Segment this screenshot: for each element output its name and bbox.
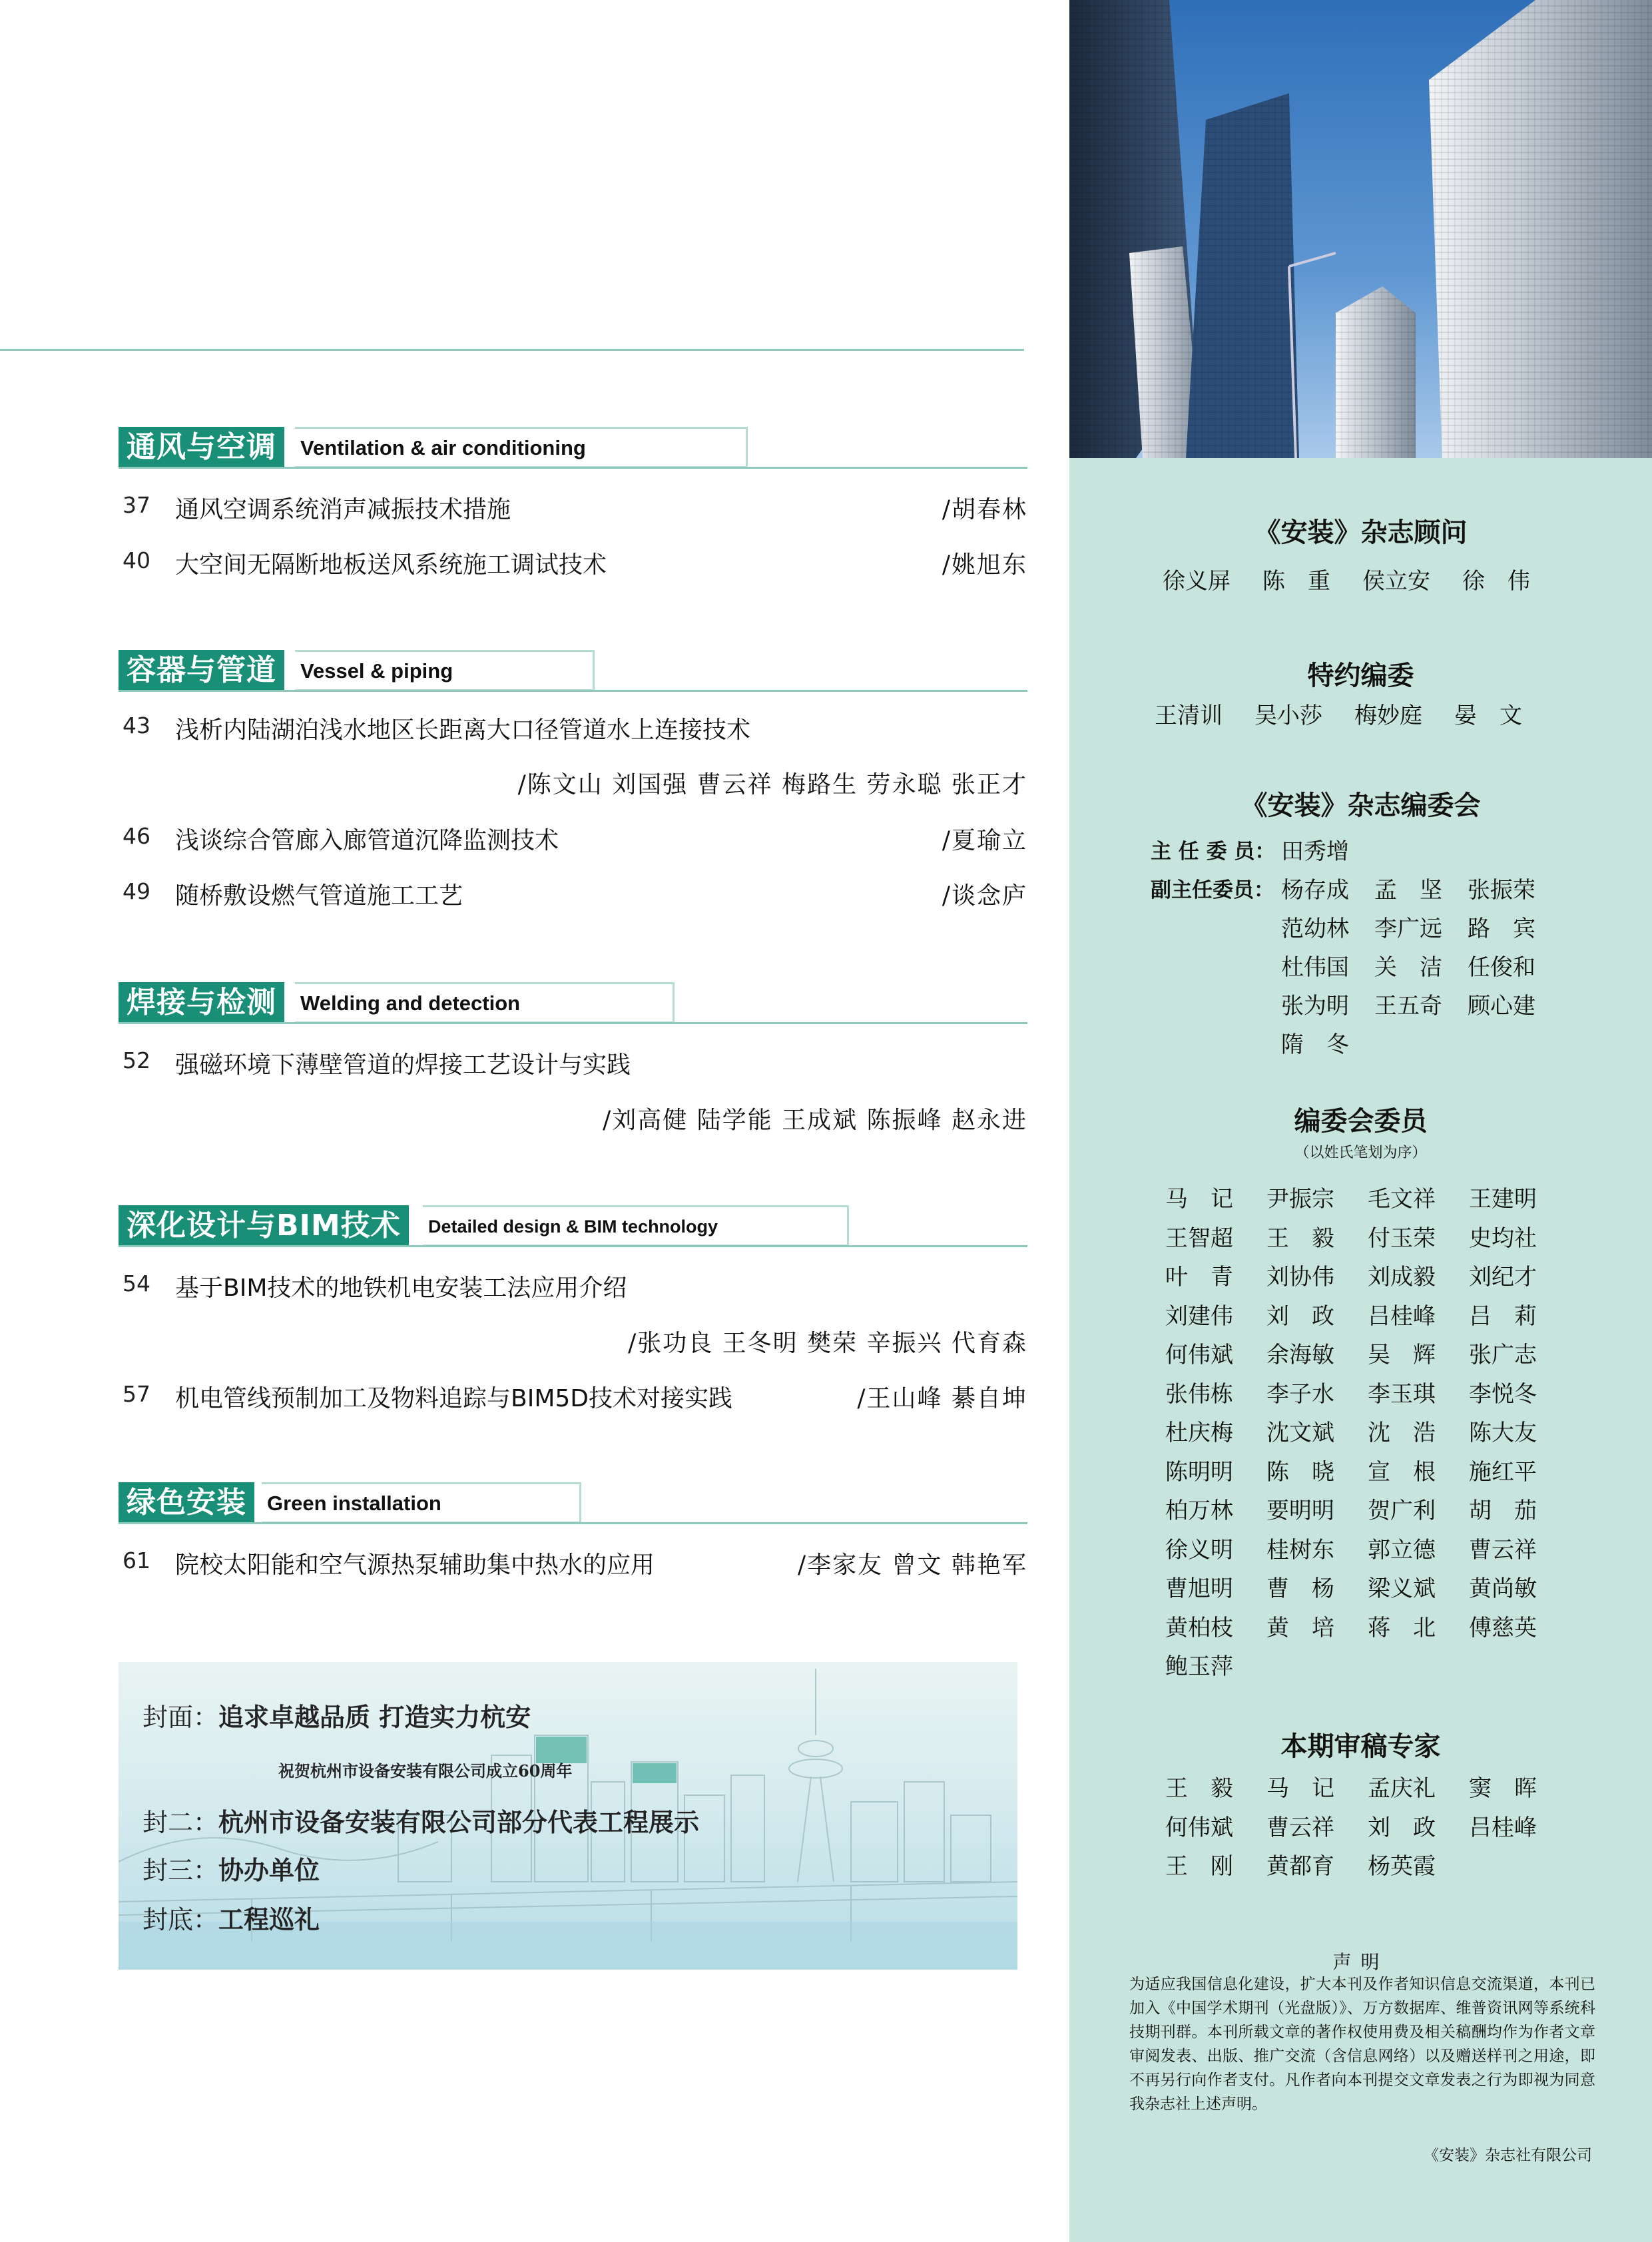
article-title: 通风空调系统消声减振技术措施 [175,496,511,523]
advisors-title: 《安装》杂志顾问 [1254,517,1468,548]
toc-entry[interactable] [119,488,1027,528]
reviewer-name: 刘 政 [1368,1814,1436,1841]
cover-front-line [142,1697,531,1733]
member-name: 尹振宗 [1266,1186,1334,1213]
section-rule [119,467,1027,469]
member-name: 付玉荣 [1368,1225,1436,1252]
toc-entry[interactable] [119,543,1027,583]
vice-name: 杨存成 [1281,877,1349,904]
article-author: /陈文山 刘国强 曹云祥 梅路生 劳永聪 张正才 [517,771,1027,798]
section-title-en: Green installation [262,1482,581,1524]
member-name: 宣 根 [1368,1458,1436,1486]
toc-entry-authors [119,1099,1027,1139]
article-author: /李家友 曾文 韩艳军 [797,1551,1027,1579]
member-name: 毛文祥 [1368,1186,1436,1213]
member-name: 刘 政 [1266,1302,1334,1330]
vice-name: 李广远 [1374,916,1442,942]
vice-director-label: 副主任委员： [1151,878,1274,902]
article-author: /张功良 王冬明 樊荣 辛振兴 代育森 [628,1330,1027,1357]
member-name: 余海敏 [1266,1342,1334,1368]
toc-section-bim [119,1205,1027,1412]
members-subtitle: （以姓氏笔划为序） [1294,1145,1427,1161]
article-title: 浅析内陆湖泊浅水地区长距离大口径管道水上连接技术 [175,716,751,744]
reviewer-name: 王 刚 [1165,1853,1233,1880]
article-title: 院校太阳能和空气源热泵辅助集中热水的应用 [175,1551,655,1579]
member-name: 曹 杨 [1266,1575,1334,1602]
member-name: 鲍玉萍 [1165,1653,1233,1680]
article-title: 浅谈综合管廊入廊管道沉降监测技术 [175,827,559,854]
article-title: 机电管线预制加工及物料追踪与BIM5D技术对接实践 [175,1385,733,1412]
member-name: 王智超 [1165,1225,1233,1252]
member-name: 黄 培 [1266,1614,1334,1641]
member-name: 贺广利 [1368,1498,1436,1524]
section-rule [119,690,1027,692]
toc-section-green [119,1482,1027,1579]
reviewers-title: 本期审稿专家 [1280,1731,1441,1762]
declaration-title: 声明 [1332,1951,1389,1973]
member-name: 黄柏枝 [1165,1614,1233,1641]
member-name: 陈明明 [1165,1458,1233,1486]
member-name: 曹云祥 [1469,1536,1537,1563]
section-header [119,1482,1027,1524]
member-name: 刘协伟 [1266,1264,1334,1290]
article-title: 基于BIM技术的地铁机电安装工法应用介绍 [175,1274,627,1302]
toc-entry-authors [119,763,1027,803]
member-name: 吴 辉 [1368,1342,1436,1368]
member-name: 陈大友 [1469,1420,1537,1446]
vice-name: 顾心建 [1468,993,1535,1019]
declaration-signature: 《安装》杂志社有限公司 [1424,2147,1592,2164]
article-author: /刘高健 陆学能 王成斌 陈振峰 赵永进 [603,1107,1027,1134]
vice-name: 关 洁 [1374,954,1442,981]
article-author: /夏瑜立 [942,827,1027,854]
member-name: 要明明 [1266,1498,1334,1524]
vice-name: 任俊和 [1468,954,1535,981]
board-title: 《安装》杂志编委会 [1240,790,1481,821]
vice-row [1281,872,1561,904]
editorial-board-panel [1069,0,1652,2242]
article-author: /姚旭东 [942,551,1027,579]
vice-name: 王五奇 [1374,993,1442,1019]
toc-section-ventilation [119,427,1027,579]
member-name: 黄尚敏 [1469,1575,1537,1602]
cover-2-text: 杭州市设备安装有限公司部分代表工程展示 [218,1807,700,1837]
section-title-en: Detailed design & BIM technology [423,1205,849,1247]
section-header [119,427,1027,468]
reviewer-name: 黄都育 [1266,1853,1334,1880]
member-name: 王建明 [1469,1186,1537,1213]
toc-entry-authors [119,1322,1027,1362]
section-header [119,650,1027,691]
toc-entry[interactable] [119,1543,1027,1583]
special-editor-name: 梅妙庭 [1354,702,1422,729]
page-number: 61 [123,1547,150,1573]
toc-section-vessel [119,650,1027,910]
cover-info-box [119,1662,1017,1970]
cover-front-subtitle: 祝贺杭州市设备安装有限公司成立60周年 [278,1761,573,1781]
member-name: 王 毅 [1266,1225,1334,1252]
special-editor-name: 晏 文 [1454,702,1522,729]
toc-entry[interactable] [119,874,1027,914]
member-name: 郭立德 [1368,1536,1436,1563]
page-number: 40 [123,547,150,573]
top-divider [0,349,1024,351]
cover-2-label: 封二： [142,1808,219,1837]
member-name: 张广志 [1469,1342,1537,1368]
reviewer-name: 何伟斌 [1165,1814,1233,1841]
toc-section-welding [119,982,1027,1134]
section-title-cn: 通风与空调 [119,427,284,468]
reviewer-name: 王 毅 [1165,1775,1233,1802]
member-name: 李子水 [1266,1380,1334,1408]
cover-front-text: 追求卓越品质 打造实力杭安 [218,1702,531,1732]
advisors-names [1163,563,1562,595]
vice-name: 路 宾 [1468,916,1535,942]
article-title: 大空间无隔断地板送风系统施工调试技术 [175,551,607,579]
advisor-name: 徐义屏 [1163,568,1231,595]
special-editors-names [1155,697,1554,730]
section-title-cn: 深化设计与BIM技术 [119,1205,409,1247]
member-name: 曹旭明 [1165,1575,1233,1602]
cover-back-text: 工程巡礼 [218,1904,320,1934]
advisor-name: 陈 重 [1262,568,1330,595]
member-name: 桂树东 [1266,1536,1334,1563]
vice-name: 张振荣 [1468,877,1535,904]
section-rule [119,1245,1027,1247]
member-name: 施红平 [1469,1458,1537,1486]
toc-entry[interactable] [119,819,1027,859]
reviewer-name: 吕桂峰 [1469,1814,1537,1841]
section-title-en: Welding and detection [295,982,675,1023]
skyscraper-photo [1069,0,1652,458]
special-editor-name: 王清训 [1155,702,1223,729]
cover-front-label: 封面： [142,1703,219,1732]
director-label: 主 任 委 员： [1151,840,1276,864]
member-name: 张伟栋 [1165,1380,1233,1408]
section-header [119,1205,1027,1247]
reviewer-name: 窦 晖 [1469,1775,1537,1802]
vice-row [1281,1026,1374,1059]
member-name: 史均社 [1469,1225,1537,1252]
special-editor-name: 吴小莎 [1254,702,1322,729]
section-title-en: Ventilation & air conditioning [295,427,748,468]
member-name: 刘成毅 [1368,1264,1436,1290]
page-number: 57 [123,1381,150,1407]
article-author: /谈念庐 [942,882,1027,910]
page-number: 37 [123,492,150,518]
member-name: 胡 茄 [1469,1498,1537,1524]
member-name: 蒋 北 [1368,1614,1436,1641]
vice-name: 范幼林 [1281,916,1349,942]
member-name: 刘建伟 [1165,1302,1233,1330]
page-number: 54 [123,1270,150,1296]
section-title-cn: 焊接与检测 [119,982,284,1023]
reviewer-name: 曹云祥 [1266,1814,1334,1841]
page-number: 52 [123,1047,150,1073]
article-title: 随桥敷设燃气管道施工工艺 [175,882,463,910]
cover-2-line [142,1802,699,1838]
cover-back-label: 封底： [142,1905,219,1934]
member-name: 傅慈英 [1469,1614,1537,1641]
member-name: 陈 晓 [1266,1458,1334,1486]
director-name: 田秀增 [1281,838,1349,865]
member-name: 吕桂峰 [1368,1302,1436,1330]
toc-entry[interactable] [119,708,1027,748]
toc-entry[interactable] [119,1043,1027,1083]
member-name: 杜庆梅 [1165,1420,1233,1446]
vice-name: 张为明 [1281,993,1349,1019]
member-name: 叶 青 [1165,1264,1233,1290]
section-header [119,982,1027,1023]
member-name: 李玉琪 [1368,1380,1436,1408]
reviewer-name: 马 记 [1266,1775,1334,1802]
vice-row [1281,987,1561,1020]
cover-back-line [142,1899,320,1936]
member-name: 柏万林 [1165,1498,1233,1524]
article-author: /胡春林 [942,496,1027,523]
declaration-body: 为适应我国信息化建设，扩大本刊及作者知识信息交流渠道，本刊已加入《中国学术期刊（光盘版）》、万方数据库、维普资讯网等系统科技期刊群。本刊所载文章的著作权使用费及相关稿酬均作为作者文章审阅发表、出版、推广交流（含信息网络）以及赠送样刊之用途，即不再另行向作者支付。凡作者向本刊提交文章发表之行为即视为同意我杂志社上述声明。 [1129,1976,1595,2113]
page-number: 43 [123,712,150,738]
article-author: /王山峰 綦自坤 [857,1385,1027,1412]
member-name: 徐义明 [1165,1536,1233,1563]
member-name: 吕 莉 [1469,1302,1537,1330]
vice-name: 杜伟国 [1281,954,1349,981]
member-name: 何伟斌 [1165,1342,1233,1368]
member-name: 李悦冬 [1469,1380,1537,1408]
reviewer-name: 孟庆礼 [1368,1775,1436,1802]
cover-3-text: 协办单位 [218,1855,320,1885]
member-name: 沈文斌 [1266,1420,1334,1446]
member-name: 马 记 [1165,1186,1233,1213]
advisor-name: 侯立安 [1362,568,1430,595]
section-title-en: Vessel & piping [295,650,595,691]
vice-name: 孟 坚 [1374,877,1442,904]
vice-row [1281,910,1561,943]
section-title-cn: 容器与管道 [119,650,284,691]
member-name: 梁义斌 [1368,1575,1436,1602]
special-editors-title: 特约编委 [1307,661,1414,691]
page-number: 49 [123,878,150,904]
article-title: 强磁环境下薄壁管道的焊接工艺设计与实践 [175,1051,631,1079]
page-number: 46 [123,823,150,849]
section-title-cn: 绿色安装 [119,1482,254,1524]
advisor-name: 徐 伟 [1462,568,1530,595]
member-name: 刘纪才 [1469,1264,1537,1290]
section-rule [119,1522,1027,1524]
cover-3-line [142,1850,320,1886]
cover-3-label: 封三： [142,1856,219,1885]
member-name: 沈 浩 [1368,1420,1436,1446]
reviewer-name: 杨英霞 [1368,1853,1436,1880]
toc-entry[interactable] [119,1266,1027,1306]
toc-entry[interactable] [119,1377,1027,1417]
section-rule [119,1022,1027,1024]
members-title: 编委会委员 [1294,1106,1428,1137]
vice-row [1281,949,1561,981]
vice-name: 隋 冬 [1281,1031,1349,1058]
